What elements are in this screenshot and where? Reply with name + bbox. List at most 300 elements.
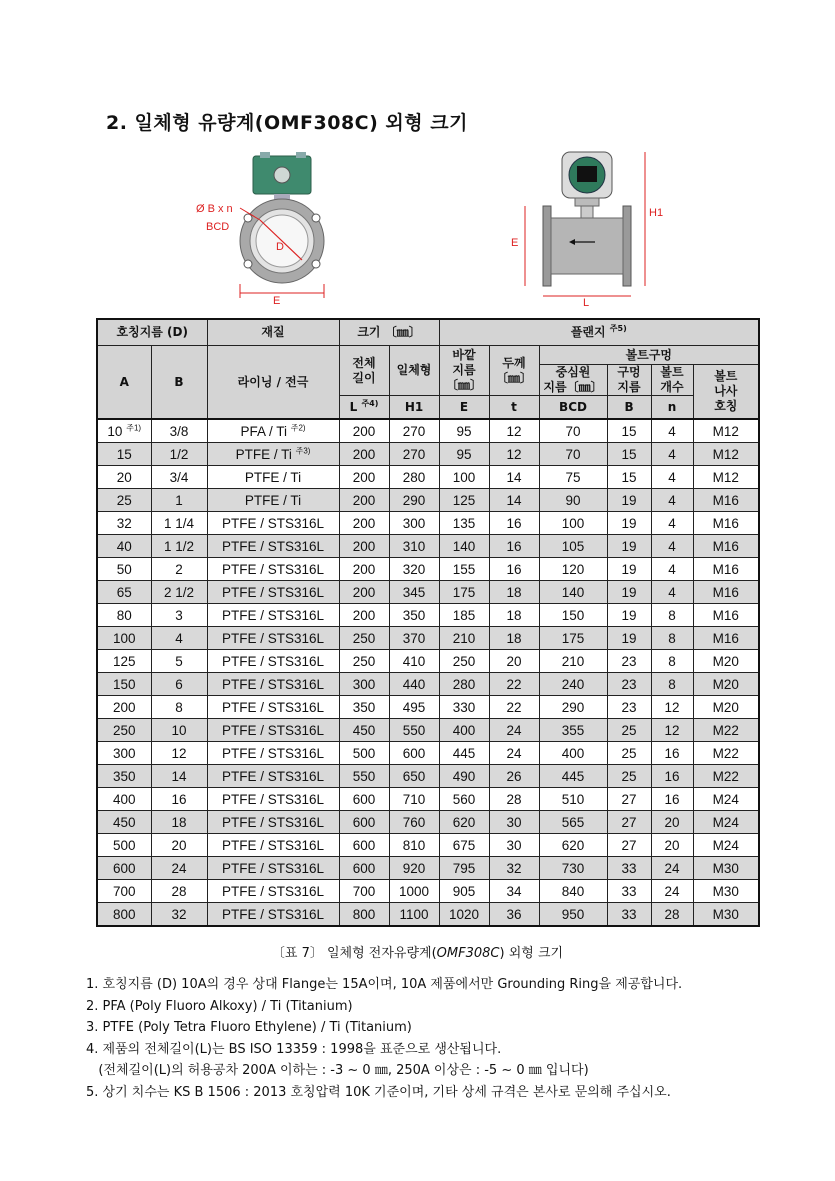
col-b-header: B xyxy=(151,346,207,420)
table-row xyxy=(97,535,759,558)
cell-thread: M30 xyxy=(693,880,759,903)
cell-mat: PTFE / STS316L xyxy=(207,880,339,903)
cell-hole: 25 xyxy=(607,765,651,788)
footnote-5: 5. 상기 치수는 KS B 1506 : 2013 호칭압력 10K 기준이며, 기타 상세 규격은 본사로 문의해 주십시오. xyxy=(86,1084,671,1100)
cell-bcd: 120 xyxy=(539,558,607,581)
cell-a: 125 xyxy=(97,650,151,673)
cell-n: 12 xyxy=(651,696,693,719)
cell-a: 200 xyxy=(97,696,151,719)
cell-l: 250 xyxy=(339,650,389,673)
table-row xyxy=(97,558,759,581)
cell-b: 5 xyxy=(151,650,207,673)
cell-b: 1 1/4 xyxy=(151,512,207,535)
cell-t: 22 xyxy=(489,696,539,719)
cell-bcd: 620 xyxy=(539,834,607,857)
dimension-table xyxy=(96,318,760,927)
cell-a: 40 xyxy=(97,535,151,558)
cell-t: 34 xyxy=(489,880,539,903)
cell-mat: PTFE / STS316L xyxy=(207,765,339,788)
cell-t: 16 xyxy=(489,558,539,581)
cell-bcd: 400 xyxy=(539,742,607,765)
cell-n: 16 xyxy=(651,788,693,811)
integral-header: 일체형 xyxy=(389,346,439,396)
cell-thread: M16 xyxy=(693,558,759,581)
cell-hole: 19 xyxy=(607,604,651,627)
cell-mat: PTFE / STS316L xyxy=(207,742,339,765)
cell-n: 4 xyxy=(651,558,693,581)
cell-hole: 23 xyxy=(607,696,651,719)
cell-mat: PTFE / STS316L xyxy=(207,535,339,558)
cell-mat: PTFE / STS316L xyxy=(207,512,339,535)
cell-mat: PTFE / STS316L xyxy=(207,604,339,627)
cell-a: 700 xyxy=(97,880,151,903)
cell-l: 600 xyxy=(339,788,389,811)
cell-a: 400 xyxy=(97,788,151,811)
cell-a: 50 xyxy=(97,558,151,581)
table-row xyxy=(97,581,759,604)
cell-e: 280 xyxy=(439,673,489,696)
footnotes xyxy=(86,974,786,1103)
bxn-label: Ø B x n xyxy=(196,203,233,215)
cell-b: 16 xyxy=(151,788,207,811)
cell-mat: PTFE / STS316L xyxy=(207,719,339,742)
cell-bcd: 445 xyxy=(539,765,607,788)
cell-l: 600 xyxy=(339,834,389,857)
cell-l: 450 xyxy=(339,719,389,742)
cell-h1: 345 xyxy=(389,581,439,604)
cell-b: 3/8 xyxy=(151,419,207,443)
cell-hole: 19 xyxy=(607,581,651,604)
cell-h1: 280 xyxy=(389,466,439,489)
table-row xyxy=(97,650,759,673)
cell-l: 200 xyxy=(339,558,389,581)
cell-mat: PTFE / Ti $^{주3)}$ xyxy=(207,443,339,466)
cell-l: 200 xyxy=(339,512,389,535)
footnote-3: 3. PTFE (Poly Tetra Fluoro Ethylene) / Ti (Titanium) xyxy=(86,1020,412,1035)
cell-a: 25 xyxy=(97,489,151,512)
cell-n: 4 xyxy=(651,466,693,489)
cell-n: 4 xyxy=(651,419,693,443)
footnote-2: 2. PFA (Poly Fluoro Alkoxy) / Ti (Titanium) xyxy=(86,998,353,1014)
cell-a: 250 xyxy=(97,719,151,742)
cell-e: 95 xyxy=(439,419,489,443)
cell-bcd: 90 xyxy=(539,489,607,512)
cell-mat: PTFE / STS316L xyxy=(207,558,339,581)
front-view-diagram xyxy=(190,148,330,308)
table-row xyxy=(97,419,759,443)
cell-hole: 27 xyxy=(607,811,651,834)
cell-h1: 290 xyxy=(389,489,439,512)
bolt-hole-header: 볼트구멍 xyxy=(539,346,759,365)
sym-h1: H1 xyxy=(389,396,439,420)
cell-t: 16 xyxy=(489,512,539,535)
cell-n: 8 xyxy=(651,673,693,696)
e-label: E xyxy=(273,295,281,307)
cell-l: 550 xyxy=(339,765,389,788)
h1-label: H1 xyxy=(649,207,664,219)
cell-t: 26 xyxy=(489,765,539,788)
cell-thread: M16 xyxy=(693,512,759,535)
cell-l: 350 xyxy=(339,696,389,719)
cell-a: 350 xyxy=(97,765,151,788)
cell-a: 450 xyxy=(97,811,151,834)
cell-e: 155 xyxy=(439,558,489,581)
table-row xyxy=(97,857,759,880)
cell-t: 18 xyxy=(489,581,539,604)
cell-a: 300 xyxy=(97,742,151,765)
cell-hole: 19 xyxy=(607,627,651,650)
cell-l: 700 xyxy=(339,880,389,903)
cell-thread: M20 xyxy=(693,650,759,673)
cell-a: 15 xyxy=(97,443,151,466)
cell-bcd: 510 xyxy=(539,788,607,811)
page-title: 2. 일체형 유량계(OMF308C) 외형 크기 xyxy=(106,112,468,134)
side-view-diagram xyxy=(505,148,670,308)
cell-mat: PTFE / STS316L xyxy=(207,696,339,719)
cell-b: 14 xyxy=(151,765,207,788)
cell-l: 600 xyxy=(339,811,389,834)
cell-e: 1020 xyxy=(439,903,489,927)
footnote-4-tolerance: (전체길이(L)의 허용공차 200A 이하는 : -3 ~ 0 ㎜, 250A 이상은 : -5 ~ 0 ㎜ 입니다) xyxy=(86,1063,589,1078)
cell-a: 800 xyxy=(97,903,151,927)
cell-h1: 650 xyxy=(389,765,439,788)
cell-thread: M22 xyxy=(693,765,759,788)
cell-n: 4 xyxy=(651,489,693,512)
cell-t: 22 xyxy=(489,673,539,696)
cell-e: 210 xyxy=(439,627,489,650)
cell-bcd: 840 xyxy=(539,880,607,903)
cell-n: 4 xyxy=(651,581,693,604)
table-row xyxy=(97,604,759,627)
cell-e: 560 xyxy=(439,788,489,811)
table-row xyxy=(97,466,759,489)
cell-bcd: 175 xyxy=(539,627,607,650)
cell-mat: PTFE / STS316L xyxy=(207,834,339,857)
cell-mat: PTFE / STS316L xyxy=(207,903,339,927)
cell-bcd: 730 xyxy=(539,857,607,880)
sym-b: B xyxy=(607,396,651,420)
cell-thread: M16 xyxy=(693,489,759,512)
cell-b: 2 1/2 xyxy=(151,581,207,604)
cell-l: 300 xyxy=(339,673,389,696)
size-header: 크기 〔㎜〕 xyxy=(339,319,439,346)
cell-bcd: 950 xyxy=(539,903,607,927)
cell-thread: M20 xyxy=(693,673,759,696)
cell-a: 600 xyxy=(97,857,151,880)
cell-h1: 710 xyxy=(389,788,439,811)
cell-t: 24 xyxy=(489,719,539,742)
cell-h1: 920 xyxy=(389,857,439,880)
cell-t: 18 xyxy=(489,604,539,627)
table-row xyxy=(97,673,759,696)
sym-bcd: BCD xyxy=(539,396,607,420)
table-row xyxy=(97,627,759,650)
cell-e: 95 xyxy=(439,443,489,466)
cell-b: 3/4 xyxy=(151,466,207,489)
cell-hole: 25 xyxy=(607,742,651,765)
cell-e: 175 xyxy=(439,581,489,604)
cell-t: 20 xyxy=(489,650,539,673)
bolt-count-header: 볼트 개수 xyxy=(651,365,693,396)
cell-h1: 300 xyxy=(389,512,439,535)
outer-diameter-header: 바깥 지름 〔㎜〕 xyxy=(439,346,489,396)
cell-hole: 27 xyxy=(607,788,651,811)
cell-h1: 495 xyxy=(389,696,439,719)
cell-n: 16 xyxy=(651,742,693,765)
cell-n: 20 xyxy=(651,811,693,834)
cell-h1: 370 xyxy=(389,627,439,650)
cell-mat: PTFE / STS316L xyxy=(207,581,339,604)
cell-hole: 33 xyxy=(607,903,651,927)
cell-hole: 23 xyxy=(607,673,651,696)
cell-a: 20 xyxy=(97,466,151,489)
cell-mat: PTFE / STS316L xyxy=(207,627,339,650)
cell-h1: 600 xyxy=(389,742,439,765)
cell-a: 500 xyxy=(97,834,151,857)
cell-t: 30 xyxy=(489,811,539,834)
cell-a: 150 xyxy=(97,673,151,696)
cell-h1: 810 xyxy=(389,834,439,857)
cell-t: 36 xyxy=(489,903,539,927)
cell-b: 12 xyxy=(151,742,207,765)
cell-l: 600 xyxy=(339,857,389,880)
cell-thread: M16 xyxy=(693,627,759,650)
cell-thread: M24 xyxy=(693,834,759,857)
footnote-4: 4. 제품의 전체길이(L)는 BS ISO 13359 : 1998을 표준으로 생산됩니다. xyxy=(86,1041,502,1057)
cell-hole: 15 xyxy=(607,466,651,489)
cell-thread: M12 xyxy=(693,443,759,466)
cell-thread: M12 xyxy=(693,466,759,489)
nominal-header: 호칭지름 (D) xyxy=(97,319,207,346)
cell-b: 24 xyxy=(151,857,207,880)
sym-n: n xyxy=(651,396,693,420)
cell-a: 80 xyxy=(97,604,151,627)
cell-b: 4 xyxy=(151,627,207,650)
cell-bcd: 290 xyxy=(539,696,607,719)
cell-n: 4 xyxy=(651,535,693,558)
cell-e: 795 xyxy=(439,857,489,880)
cell-n: 8 xyxy=(651,604,693,627)
cell-h1: 270 xyxy=(389,443,439,466)
cell-t: 12 xyxy=(489,419,539,443)
hole-diameter-header: 구멍 지름 xyxy=(607,365,651,396)
cell-hole: 15 xyxy=(607,419,651,443)
cell-bcd: 70 xyxy=(539,419,607,443)
cell-b: 1/2 xyxy=(151,443,207,466)
table-row xyxy=(97,903,759,927)
cell-bcd: 240 xyxy=(539,673,607,696)
cell-l: 200 xyxy=(339,419,389,443)
cell-hole: 33 xyxy=(607,880,651,903)
cell-thread: M16 xyxy=(693,535,759,558)
cell-t: 12 xyxy=(489,443,539,466)
cell-e: 620 xyxy=(439,811,489,834)
lining-header: 라이닝 / 전극 xyxy=(207,346,339,420)
bcd-label: BCD xyxy=(206,221,230,233)
cell-thread: M22 xyxy=(693,742,759,765)
thickness-header: 두께 〔㎜〕 xyxy=(489,346,539,396)
table-row xyxy=(97,834,759,857)
cell-h1: 440 xyxy=(389,673,439,696)
cell-a: 32 xyxy=(97,512,151,535)
cell-h1: 760 xyxy=(389,811,439,834)
cell-h1: 1000 xyxy=(389,880,439,903)
d-label: D xyxy=(276,241,284,253)
cell-bcd: 105 xyxy=(539,535,607,558)
cell-b: 28 xyxy=(151,880,207,903)
cell-h1: 350 xyxy=(389,604,439,627)
col-a-header: A xyxy=(97,346,151,420)
flange-header: 플랜지 $^{주5)}$ xyxy=(439,319,759,346)
cell-mat: PFA / Ti $^{주2)}$ xyxy=(207,419,339,443)
cell-thread: M16 xyxy=(693,604,759,627)
cell-a: 10 $^{주1)}$ xyxy=(97,419,151,443)
cell-n: 24 xyxy=(651,857,693,880)
cell-n: 12 xyxy=(651,719,693,742)
e-side-label: E xyxy=(511,237,519,249)
cell-l: 500 xyxy=(339,742,389,765)
cell-b: 20 xyxy=(151,834,207,857)
sym-l: L $^{주4)}$ xyxy=(339,396,389,420)
cell-b: 1 xyxy=(151,489,207,512)
cell-bcd: 150 xyxy=(539,604,607,627)
cell-t: 14 xyxy=(489,489,539,512)
cell-e: 135 xyxy=(439,512,489,535)
cell-bcd: 70 xyxy=(539,443,607,466)
material-header: 재질 xyxy=(207,319,339,346)
cell-h1: 320 xyxy=(389,558,439,581)
cell-thread: M30 xyxy=(693,903,759,927)
cell-mat: PTFE / STS316L xyxy=(207,673,339,696)
sym-e: E xyxy=(439,396,489,420)
table-body xyxy=(97,419,759,926)
cell-thread: M12 xyxy=(693,419,759,443)
cell-b: 10 xyxy=(151,719,207,742)
cell-e: 125 xyxy=(439,489,489,512)
cell-a: 100 xyxy=(97,627,151,650)
cell-hole: 19 xyxy=(607,489,651,512)
cell-mat: PTFE / Ti xyxy=(207,466,339,489)
cell-l: 200 xyxy=(339,581,389,604)
cell-t: 24 xyxy=(489,742,539,765)
bolt-thread-header: 볼트 나사 호칭 xyxy=(693,365,759,420)
cell-t: 18 xyxy=(489,627,539,650)
cell-b: 18 xyxy=(151,811,207,834)
cell-e: 400 xyxy=(439,719,489,742)
cell-thread: M24 xyxy=(693,811,759,834)
cell-hole: 19 xyxy=(607,535,651,558)
cell-l: 800 xyxy=(339,903,389,927)
cell-e: 140 xyxy=(439,535,489,558)
cell-n: 4 xyxy=(651,512,693,535)
cell-hole: 19 xyxy=(607,558,651,581)
cell-n: 16 xyxy=(651,765,693,788)
cell-a: 65 xyxy=(97,581,151,604)
cell-hole: 23 xyxy=(607,650,651,673)
cell-b: 6 xyxy=(151,673,207,696)
cell-n: 8 xyxy=(651,627,693,650)
cell-h1: 550 xyxy=(389,719,439,742)
cell-b: 32 xyxy=(151,903,207,927)
cell-bcd: 140 xyxy=(539,581,607,604)
cell-n: 20 xyxy=(651,834,693,857)
cell-thread: M16 xyxy=(693,581,759,604)
cell-bcd: 100 xyxy=(539,512,607,535)
cell-l: 200 xyxy=(339,604,389,627)
cell-e: 250 xyxy=(439,650,489,673)
cell-thread: M22 xyxy=(693,719,759,742)
cell-l: 200 xyxy=(339,466,389,489)
cell-hole: 33 xyxy=(607,857,651,880)
cell-t: 16 xyxy=(489,535,539,558)
cell-bcd: 355 xyxy=(539,719,607,742)
cell-mat: PTFE / STS316L xyxy=(207,788,339,811)
cell-thread: M20 xyxy=(693,696,759,719)
cell-mat: PTFE / Ti xyxy=(207,489,339,512)
cell-n: 4 xyxy=(651,443,693,466)
cell-mat: PTFE / STS316L xyxy=(207,811,339,834)
table-row xyxy=(97,765,759,788)
cell-mat: PTFE / STS316L xyxy=(207,857,339,880)
table-row xyxy=(97,811,759,834)
cell-hole: 15 xyxy=(607,443,651,466)
cell-hole: 19 xyxy=(607,512,651,535)
cell-e: 100 xyxy=(439,466,489,489)
cell-bcd: 210 xyxy=(539,650,607,673)
cell-b: 2 xyxy=(151,558,207,581)
cell-b: 1 1/2 xyxy=(151,535,207,558)
center-circle-header: 중심원 지름〔㎜〕 xyxy=(539,365,607,396)
cell-l: 250 xyxy=(339,627,389,650)
table-row xyxy=(97,512,759,535)
table-row xyxy=(97,788,759,811)
cell-hole: 25 xyxy=(607,719,651,742)
cell-n: 8 xyxy=(651,650,693,673)
table-row xyxy=(97,742,759,765)
cell-bcd: 75 xyxy=(539,466,607,489)
cell-t: 30 xyxy=(489,834,539,857)
cell-thread: M24 xyxy=(693,788,759,811)
cell-e: 445 xyxy=(439,742,489,765)
cell-e: 675 xyxy=(439,834,489,857)
cell-h1: 270 xyxy=(389,419,439,443)
cell-l: 200 xyxy=(339,535,389,558)
table-row xyxy=(97,696,759,719)
cell-l: 200 xyxy=(339,489,389,512)
cell-e: 490 xyxy=(439,765,489,788)
cell-h1: 1100 xyxy=(389,903,439,927)
footnote-1: 1. 호칭지름 (D) 10A의 경우 상대 Flange는 15A이며, 10A 제품에서만 Grounding Ring을 제공합니다. xyxy=(86,977,683,992)
cell-bcd: 565 xyxy=(539,811,607,834)
table-row xyxy=(97,880,759,903)
cell-hole: 27 xyxy=(607,834,651,857)
cell-mat: PTFE / STS316L xyxy=(207,650,339,673)
cell-n: 24 xyxy=(651,880,693,903)
table-row xyxy=(97,489,759,512)
table-caption: 〔표 7〕 일체형 전자유량계(OMF308C) 외형 크기 xyxy=(271,946,564,961)
cell-e: 905 xyxy=(439,880,489,903)
total-length-header: 전체 길이 xyxy=(339,346,389,396)
cell-thread: M30 xyxy=(693,857,759,880)
sym-t: t xyxy=(489,396,539,420)
cell-b: 3 xyxy=(151,604,207,627)
cell-h1: 410 xyxy=(389,650,439,673)
cell-t: 14 xyxy=(489,466,539,489)
table-row xyxy=(97,443,759,466)
cell-l: 200 xyxy=(339,443,389,466)
cell-n: 28 xyxy=(651,903,693,927)
cell-t: 28 xyxy=(489,788,539,811)
